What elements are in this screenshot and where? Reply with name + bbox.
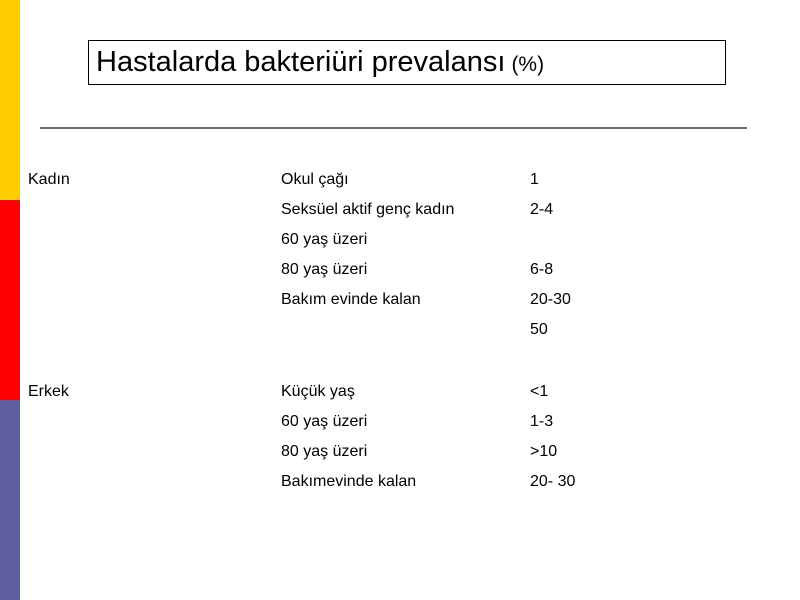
prevalence-value: <1 [530,383,549,400]
group-label: 60 yaş üzeri [281,413,368,430]
prevalence-value: 50 [530,321,548,338]
title-divider [40,127,747,129]
prevalence-value: 20- 30 [530,473,576,490]
prevalence-value: 6-8 [530,261,554,278]
group-label: Bakım evinde kalan [281,291,421,308]
slide-title-unit: (%) [511,52,545,76]
side-bar-red [0,200,20,400]
group-label: 80 yaş üzeri [281,443,368,460]
slide-title: Hastalarda bakteriüri prevalansı [96,46,506,78]
category-label-kadin: Kadın [28,171,70,188]
prevalence-value: 1 [530,171,539,188]
slide-title-box [88,40,726,85]
group-label: Bakımevinde kalan [281,473,417,490]
prevalence-value: 2-4 [530,201,554,218]
category-label-erkek: Erkek [28,383,69,400]
side-bar-yellow [0,0,20,200]
group-label: Okul çağı [281,171,349,188]
prevalence-value: >10 [530,443,558,460]
group-label: Küçük yaş [281,383,355,400]
group-label: 80 yaş üzeri [281,261,368,278]
group-label: 60 yaş üzeri [281,231,368,248]
group-label: Seksüel aktif genç kadın [281,201,455,218]
prevalence-value: 20-30 [530,291,571,308]
prevalence-value: 1-3 [530,413,554,430]
side-bar-blue [0,400,20,600]
